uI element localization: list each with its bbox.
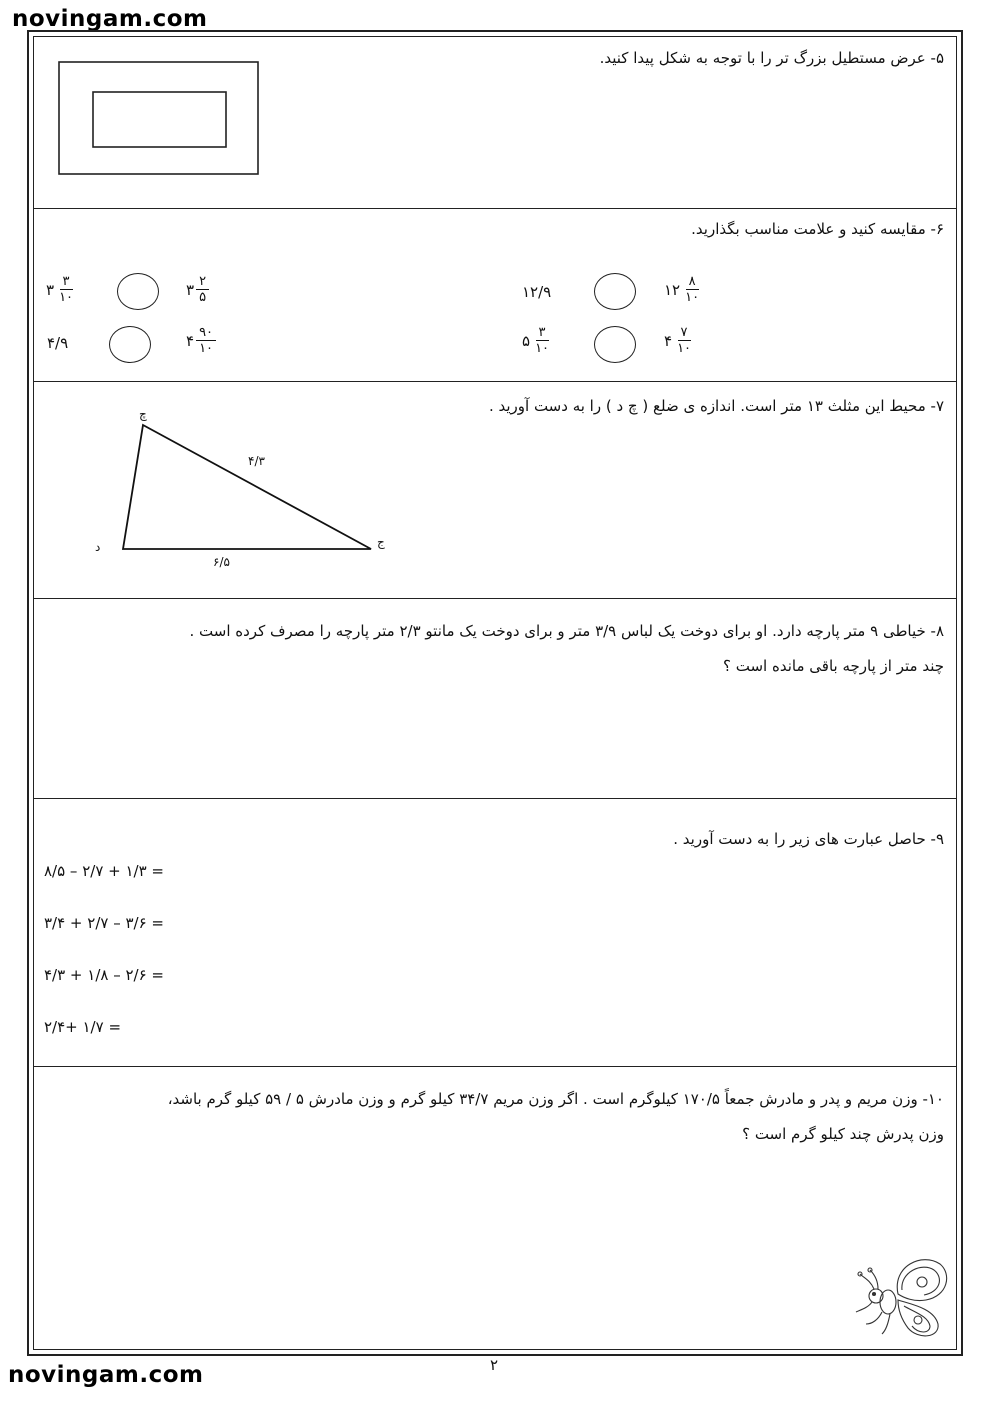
triangle-vertex-label: چ — [139, 407, 147, 421]
mixed-number: ۳ $\frac{۳}{۱۰}$ — [46, 274, 74, 305]
question-8-line-2: چند متر از پارچه باقی مانده است ؟ — [723, 657, 944, 675]
mixed-number: ۵ $\frac{۳}{۱۰}$ — [522, 325, 550, 356]
triangle-side-length: ۶/۵ — [213, 555, 230, 569]
watermark-top: novingam.com — [12, 6, 208, 32]
question-10-line-2: وزن پدرش چند کیلو گرم است ؟ — [742, 1125, 944, 1143]
page-number: ۲ — [490, 1356, 499, 1374]
mixed-number: ۴ $\frac{۹۰}{۱۰}$ — [186, 325, 216, 356]
question-5-text: ۵- عرض مستطیل بزرگ تر را با توجه به شکل پیدا کنید. — [599, 49, 944, 67]
question-8-line-1: ۸- خیاطی ۹ متر پارچه دارد. او برای دوخت یک لباس ۳/۹ متر و برای دوخت یک مانتو ۲/۳ متر پارچه را مصرف کرده است . — [189, 622, 944, 640]
triangle-vertex-label: ج — [377, 535, 385, 549]
expression: ۴/۳ + ۱/۸ – ۲/۶ = — [44, 966, 164, 984]
question-7-text: ۷- محیط این مثلث ۱۳ متر است. اندازه ی ضلع ( چ د ) را به دست آورید . — [488, 397, 944, 415]
expression: ۲/۴+ ۱/۷ = — [44, 1018, 122, 1036]
decimal-number: ۱۲/۹ — [522, 283, 552, 301]
expression: ۳/۴ + ۲/۷ – ۳/۶ = — [44, 914, 164, 932]
mixed-number: ۱۲ $\frac{۸}{۱۰}$ — [664, 274, 700, 305]
mixed-number: ۳ $\frac{۲}{۵}$ — [186, 274, 209, 305]
butterfly-icon — [852, 1252, 952, 1342]
mixed-number: ۴ $\frac{۷}{۱۰}$ — [664, 325, 692, 356]
question-6-text: ۶- مقایسه کنید و علامت مناسب بگذارید. — [691, 220, 944, 238]
triangle-side-length: ۴/۳ — [248, 454, 265, 468]
question-10-line-1: ۱۰- وزن مریم و پدر و مادرش جمعاً ۱۷۰/۵ کیلوگرم است . اگر وزن مریم ۳۴/۷ کیلو گرم و وزن مادرش ۵ / ۵۹ کیلو گرم باشد، — [167, 1090, 944, 1108]
decimal-number: ۴/۹ — [47, 334, 69, 352]
triangle-vertex-label: د — [95, 540, 101, 554]
expression: ۸/۵ – ۲/۷ + ۱/۳ = — [44, 862, 164, 880]
watermark-bottom: novingam.com — [8, 1362, 204, 1388]
question-9-text: ۹- حاصل عبارت های زیر را به دست آورید . — [673, 830, 944, 848]
